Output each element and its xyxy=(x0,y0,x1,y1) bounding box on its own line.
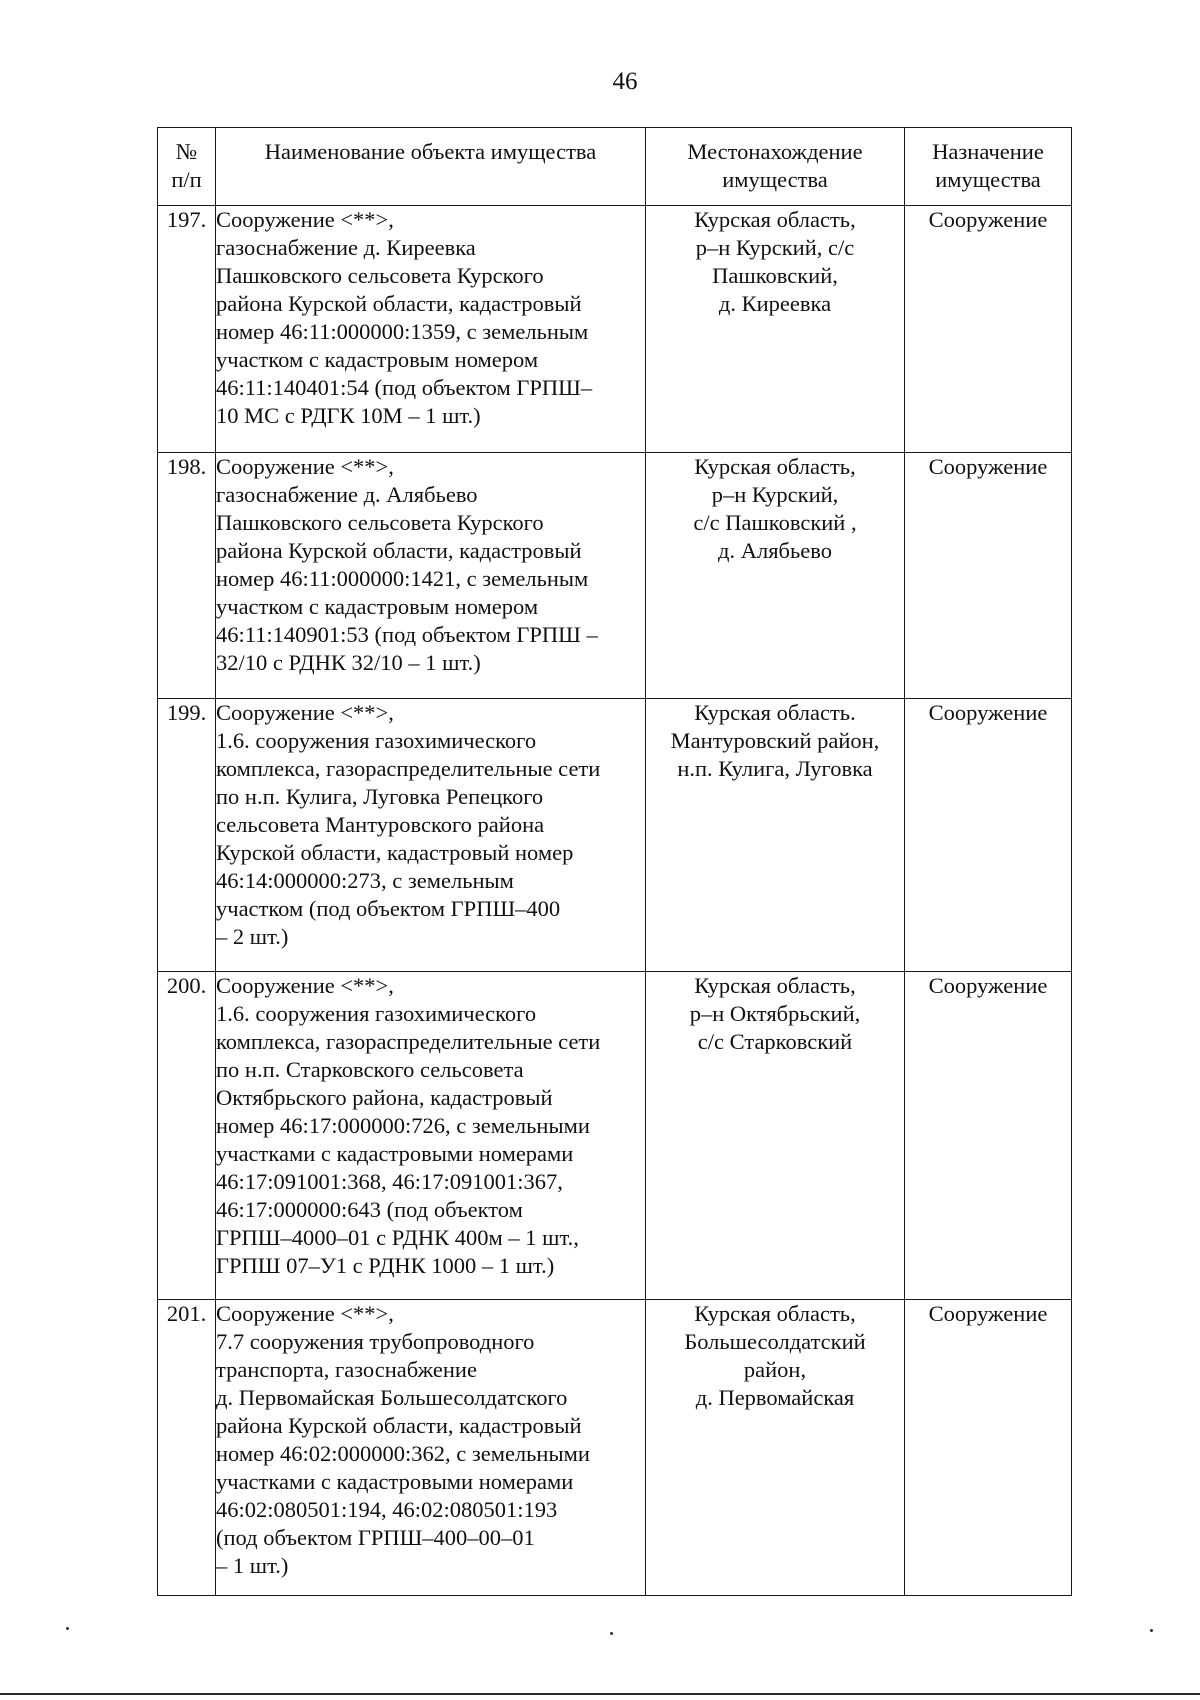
object-name-line: 10 МС с РДГК 10М – 1 шт.) xyxy=(216,403,481,428)
page-bottom-rule xyxy=(0,1693,1200,1695)
table-row xyxy=(158,699,1072,972)
object-location-line: район, xyxy=(743,1357,807,1382)
object-name-line: 46:17:091001:368, 46:17:091001:367, xyxy=(216,1169,563,1194)
table-row xyxy=(158,206,1072,453)
object-name-line: 46:11:140901:53 (под объектом ГРПШ – xyxy=(216,622,598,647)
row-number: 200. xyxy=(158,972,216,1300)
object-location-line: Курская область, xyxy=(694,207,856,232)
object-name-line: комплекса, газораспределительные сети xyxy=(216,756,601,781)
object-location-line: с/с Пашковский , xyxy=(693,510,857,535)
object-name-line: транспорта, газоснабжение xyxy=(216,1357,477,1382)
object-location-line: д. Первомайская xyxy=(695,1385,855,1410)
object-name-line: 46:11:140401:54 (под объектом ГРПШ– xyxy=(216,375,593,400)
page-number: 46 xyxy=(612,68,638,95)
object-purpose: Сооружение xyxy=(905,972,1072,1300)
object-name-line: участками с кадастровыми номерами xyxy=(216,1141,574,1166)
object-location xyxy=(646,972,905,1300)
object-name-line: участком с кадастровым номером xyxy=(216,347,539,372)
object-location-line: д. Алябьево xyxy=(718,538,832,563)
object-name-line: 46:14:000000:273, с земельным xyxy=(216,868,514,893)
row-number: 201. xyxy=(158,1300,216,1596)
object-location-line: Пашковский, xyxy=(712,263,838,288)
object-name-line: участком (под объектом ГРПШ–400 xyxy=(216,896,561,921)
object-name xyxy=(216,206,646,453)
object-name-line: участком с кадастровым номером xyxy=(216,594,539,619)
object-location-line: Большесолдатский xyxy=(684,1329,866,1354)
object-name xyxy=(216,972,646,1300)
object-location-line: н.п. Кулига, Луговка xyxy=(677,756,873,781)
object-name-line: по н.п. Старковского сельсовета xyxy=(216,1057,524,1082)
object-name-line: (под объектом ГРПШ–400–00–01 xyxy=(216,1525,535,1550)
object-name-line: 7.7 сооружения трубопроводного xyxy=(216,1329,535,1354)
object-name xyxy=(216,699,646,972)
row-number: 199. xyxy=(158,699,216,972)
object-name-line: номер 46:11:000000:1359, с земельным xyxy=(216,319,589,344)
object-name-line: Сооружение <**>, xyxy=(216,207,394,232)
object-location xyxy=(646,699,905,972)
header-name-line: Наименование объекта имущества xyxy=(264,139,597,164)
object-name-line: Сооружение <**>, xyxy=(216,700,394,725)
object-name-line: Сооружение <**>, xyxy=(216,454,394,479)
object-location-line: Курская область, xyxy=(694,454,856,479)
object-name-line: района Курской области, кадастровый xyxy=(216,538,582,563)
object-name-line: 46:02:080501:194, 46:02:080501:193 xyxy=(216,1497,558,1522)
object-location xyxy=(646,453,905,699)
object-location-line: Курская область. xyxy=(694,700,856,725)
object-name-line: комплекса, газораспределительные сети xyxy=(216,1029,601,1054)
row-number: 198. xyxy=(158,453,216,699)
header-number-line: № xyxy=(175,139,198,164)
header-location-line: Местонахождение xyxy=(687,139,863,164)
object-name-line: газоснабжение д. Киреевка xyxy=(216,235,476,260)
header-location xyxy=(646,128,905,206)
object-name-line: номер 46:11:000000:1421, с земельным xyxy=(216,566,589,591)
object-name-line: 1.6. сооружения газохимического xyxy=(216,1001,537,1026)
object-location-line: Курская область, xyxy=(694,973,856,998)
object-name-line: – 2 шт.) xyxy=(216,924,289,949)
header-number xyxy=(158,128,216,206)
object-name-line: д. Первомайская Большесолдатского xyxy=(216,1385,568,1410)
object-name-line: Сооружение <**>, xyxy=(216,1301,394,1326)
header-location-line: имущества xyxy=(722,167,828,192)
object-name-line: Сооружение <**>, xyxy=(216,973,394,998)
object-purpose: Сооружение xyxy=(905,1300,1072,1596)
scan-speck xyxy=(610,1632,613,1635)
object-name-line: района Курской области, кадастровый xyxy=(216,291,582,316)
object-location-line: р–н Курский, xyxy=(711,482,839,507)
object-name-line: газоснабжение д. Алябьево xyxy=(216,482,478,507)
object-name-line: 32/10 с РДНК 32/10 – 1 шт.) xyxy=(216,650,481,675)
object-name-line: Пашковского сельсовета Курского xyxy=(216,510,544,535)
table-header-row xyxy=(158,128,1072,206)
row-number: 197. xyxy=(158,206,216,453)
object-purpose: Сооружение xyxy=(905,699,1072,972)
object-name-line: по н.п. Кулига, Луговка Репецкого xyxy=(216,784,544,809)
header-purpose-line: Назначение xyxy=(932,139,1044,164)
object-name-line: номер 46:02:000000:362, с земельными xyxy=(216,1441,590,1466)
object-name-line: ГРПШ–4000–01 с РДНК 400м – 1 шт., xyxy=(216,1225,579,1250)
header-number-line: п/п xyxy=(171,167,202,192)
object-name-line: 1.6. сооружения газохимического xyxy=(216,728,537,753)
table-row xyxy=(158,453,1072,699)
object-name-line: сельсовета Мантуровского района xyxy=(216,812,545,837)
header-name xyxy=(216,128,646,206)
object-name-line: участками с кадастровыми номерами xyxy=(216,1469,574,1494)
object-location xyxy=(646,1300,905,1596)
object-location-line: р–н Курский, с/с xyxy=(695,235,855,260)
object-purpose: Сооружение xyxy=(905,206,1072,453)
object-location-line: с/с Старковский xyxy=(697,1029,853,1054)
object-purpose: Сооружение xyxy=(905,453,1072,699)
object-name-line: района Курской области, кадастровый xyxy=(216,1413,582,1438)
object-location xyxy=(646,206,905,453)
object-name xyxy=(216,453,646,699)
object-location-line: Мантуровский район, xyxy=(670,728,880,753)
object-name-line: ГРПШ 07–У1 с РДНК 1000 – 1 шт.) xyxy=(216,1253,555,1278)
header-purpose-line: имущества xyxy=(935,167,1041,192)
header-purpose xyxy=(905,128,1072,206)
object-location-line: Курская область, xyxy=(694,1301,856,1326)
object-name-line: номер 46:17:000000:726, с земельными xyxy=(216,1113,590,1138)
table-row xyxy=(158,972,1072,1300)
property-table xyxy=(157,127,1072,1596)
object-name-line: Пашковского сельсовета Курского xyxy=(216,263,544,288)
table-row xyxy=(158,1300,1072,1596)
object-name-line: Курской области, кадастровый номер xyxy=(216,840,574,865)
object-name xyxy=(216,1300,646,1596)
scan-speck xyxy=(1150,1629,1153,1632)
object-location-line: р–н Октябрьский, xyxy=(689,1001,861,1026)
scan-speck xyxy=(66,1627,69,1630)
object-name-line: 46:17:000000:643 (под объектом xyxy=(216,1197,523,1222)
object-name-line: Октябрьского района, кадастровый xyxy=(216,1085,553,1110)
object-name-line: – 1 шт.) xyxy=(216,1553,289,1578)
object-location-line: д. Киреевка xyxy=(718,291,832,316)
